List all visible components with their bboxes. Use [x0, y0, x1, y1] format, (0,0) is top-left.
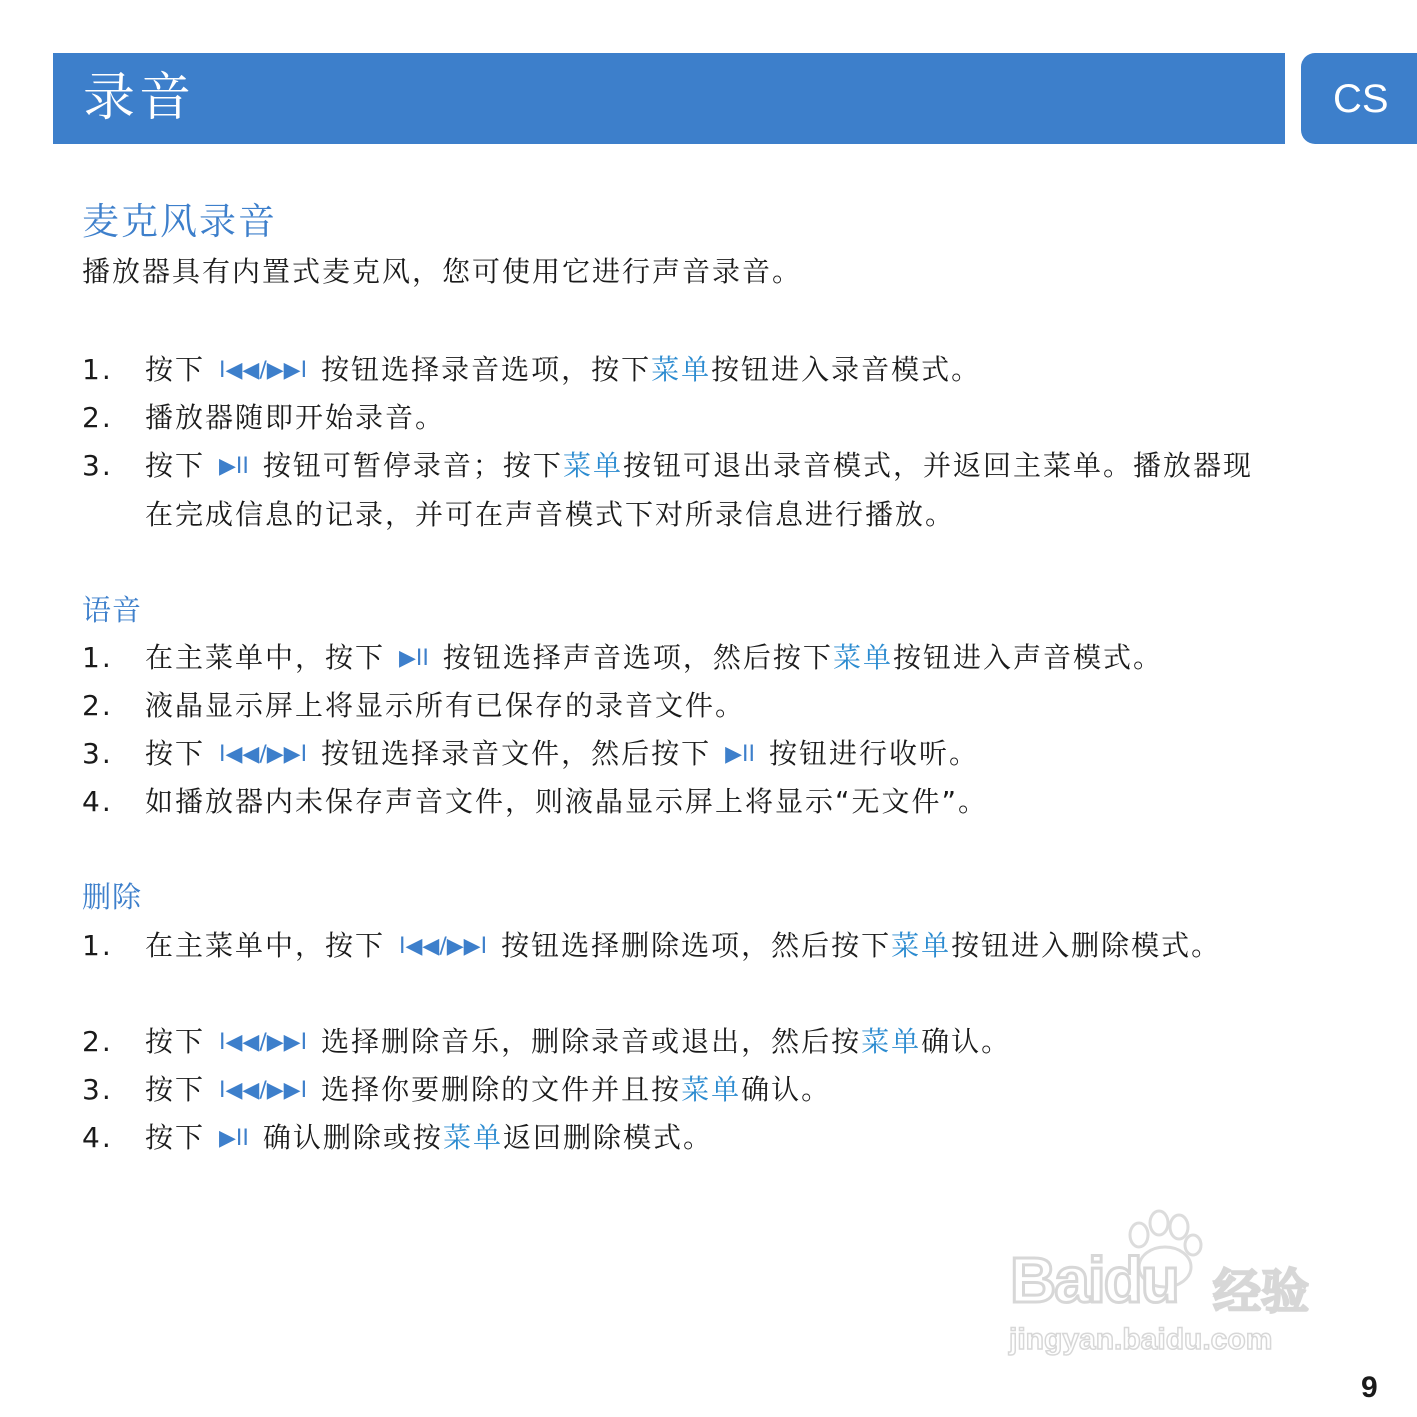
step-text: 播放器随即开始录音。	[145, 401, 446, 434]
menu-highlight: 菜单	[442, 1121, 503, 1154]
step-text: 按下	[145, 1073, 206, 1106]
step-number: 2.	[82, 1025, 113, 1058]
step-number: 1.	[82, 929, 113, 962]
step-number: 2.	[82, 401, 113, 434]
step-text: 选择删除音乐，删除录音或退出，然后按	[321, 1025, 862, 1058]
delete-step-2	[82, 1018, 1282, 1067]
step-number: 1.	[82, 641, 113, 674]
delete-step-1	[82, 922, 1282, 971]
step-text: 确认。	[921, 1025, 1012, 1058]
play-pause-icon: ▶II	[399, 646, 429, 671]
voice-step-1	[82, 634, 1282, 683]
voice-step-3	[82, 730, 1282, 779]
step-text: 按钮选择声音选项，然后按下	[442, 641, 833, 674]
prev-next-icon: I◀◀/▶▶I	[219, 742, 308, 767]
step-text: 按钮进行收听。	[769, 737, 980, 770]
step-text: 按钮进入录音模式。	[711, 353, 982, 386]
delete-step-3	[82, 1066, 1282, 1115]
play-pause-icon: ▶II	[725, 742, 756, 767]
section-title-voice: 语音	[82, 593, 143, 627]
menu-highlight: 菜单	[861, 1025, 922, 1058]
watermark-logo: Baidu	[1010, 1244, 1178, 1316]
step-number: 3.	[82, 737, 113, 770]
step-text: 确认删除或按	[262, 1121, 443, 1154]
menu-highlight: 菜单	[651, 353, 712, 386]
step-number: 3.	[82, 1073, 113, 1106]
prev-next-icon: I◀◀/▶▶I	[219, 1078, 308, 1103]
mic-step-2	[82, 394, 1282, 442]
mic-step-3	[82, 442, 1282, 539]
step-text: 按钮选择删除选项，然后按下	[501, 929, 892, 962]
watermark-url: jingyan.baidu.com	[1009, 1323, 1273, 1356]
language-label: CS	[1333, 77, 1389, 121]
mic-step-1	[82, 346, 1282, 395]
step-text: 按下	[145, 353, 206, 386]
section-title-delete: 删除	[82, 880, 143, 914]
prev-next-icon: I◀◀/▶▶I	[219, 1030, 308, 1055]
step-number: 4.	[82, 1121, 113, 1154]
play-pause-icon: ▶II	[219, 454, 249, 479]
chapter-header-bar	[53, 53, 1285, 144]
step-text: 按钮可暂停录音；按下	[262, 449, 563, 482]
step-number: 2.	[82, 689, 113, 722]
prev-next-icon: I◀◀/▶▶I	[219, 358, 308, 383]
page-number: 9	[1361, 1371, 1378, 1404]
step-text: 在主菜单中，按下	[145, 641, 386, 674]
delete-step-4	[82, 1114, 1282, 1163]
mic-intro-text: 播放器具有内置式麦克风，您可使用它进行声音录音。	[82, 255, 803, 288]
voice-step-2	[82, 682, 1282, 730]
step-text: 按下	[145, 1025, 206, 1058]
prev-next-icon: I◀◀/▶▶I	[399, 934, 488, 959]
step-number: 4.	[82, 785, 113, 818]
step-text: 按钮可退出录音模式，并返回主菜单。播放器现在完成信息的记录，并可在声音模式下对所录信息进行播放。	[145, 449, 1253, 531]
step-text: 按钮进入删除模式。	[951, 929, 1222, 962]
menu-highlight: 菜单	[562, 449, 623, 482]
step-text: 按钮进入声音模式。	[892, 641, 1163, 674]
menu-highlight: 菜单	[891, 929, 952, 962]
step-text: 液晶显示屏上将显示所有已保存的录音文件。	[145, 689, 746, 722]
step-text: 按下	[145, 1121, 206, 1154]
menu-highlight: 菜单	[832, 641, 893, 674]
menu-highlight: 菜单	[681, 1073, 742, 1106]
voice-step-4	[82, 778, 1282, 826]
step-number: 3.	[82, 449, 113, 482]
step-text: 按下	[145, 737, 206, 770]
step-text: 在主菜单中，按下	[145, 929, 386, 962]
step-text: 如播放器内未保存声音文件，则液晶显示屏上将显示“无文件”。	[145, 785, 989, 818]
step-text: 按钮选择录音文件，然后按下	[321, 737, 712, 770]
baidu-jingyan-watermark	[1005, 1205, 1335, 1365]
step-text: 按钮选择录音选项，按下	[321, 353, 652, 386]
step-text: 按下	[145, 449, 206, 482]
step-text: 选择你要删除的文件并且按	[321, 1073, 682, 1106]
step-text: 返回删除模式。	[502, 1121, 713, 1154]
language-tab	[1301, 53, 1417, 144]
step-text: 确认。	[741, 1073, 832, 1106]
watermark-jingyan: 经验	[1213, 1264, 1310, 1320]
section-title-mic-recording: 麦克风录音	[82, 200, 277, 243]
play-pause-icon: ▶II	[219, 1126, 249, 1151]
chapter-title: 录音	[83, 68, 196, 128]
step-number: 1.	[82, 353, 113, 386]
